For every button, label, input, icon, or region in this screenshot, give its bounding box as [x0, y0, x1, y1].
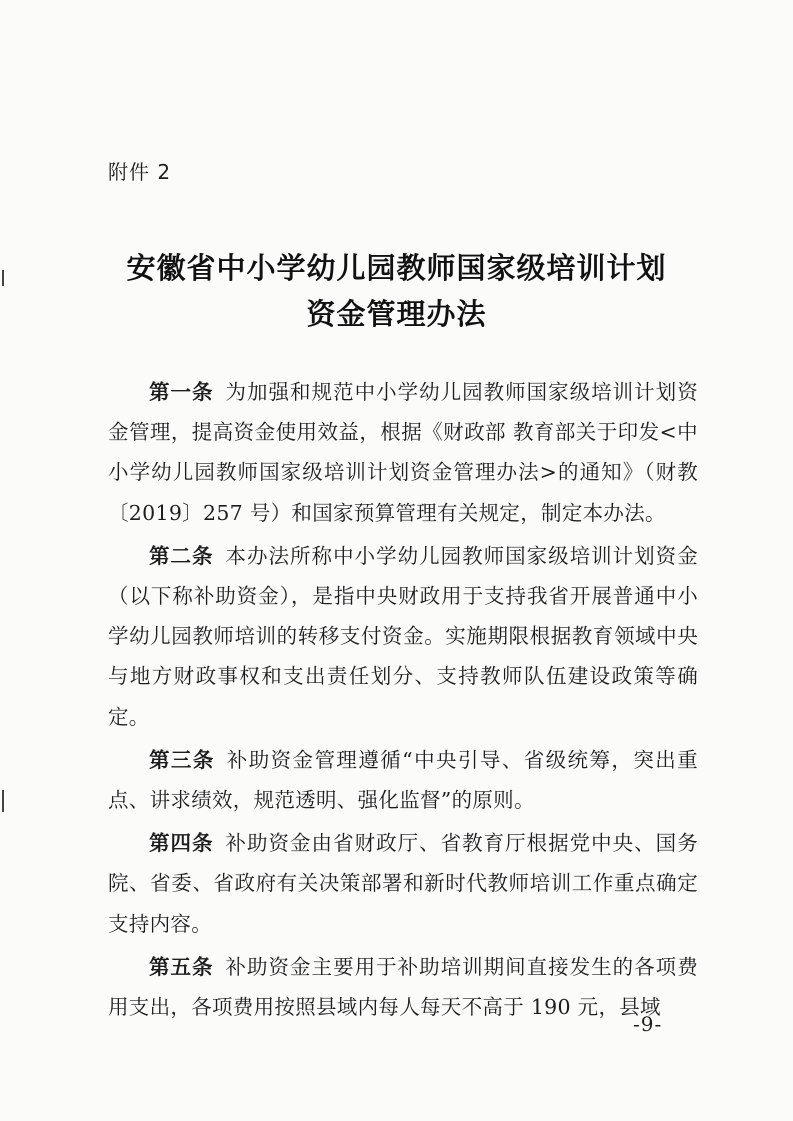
- article-text: 补助资金由省财政厅、省教育厅根据党中央、国务院、省委、省政府有关决策部署和新时代教师培训工作重点确定支持内容。: [108, 831, 698, 936]
- article-text: 补助资金主要用于补助培训期间直接发生的各项费用支出，各项费用按照县域内每人每天不高于 190 元，县域: [108, 954, 698, 1020]
- article-heading: 第二条: [149, 543, 214, 568]
- article-paragraph: [108, 740, 698, 820]
- document-title-line-1: 安徽省中小学幼儿园教师国家级培训计划: [126, 251, 667, 285]
- document-title-line-2: 资金管理办法: [306, 297, 487, 331]
- attachment-label: 附件 2: [108, 160, 172, 184]
- article-paragraph: [108, 823, 698, 944]
- article-text: 本办法所称中小学幼儿园教师国家级培训计划资金（以下称补助资金），是指中央财政用于支持我省开展普通中小学幼儿园教师培训的转移支付资金。实施期限根据教育领域中央与地方财政事权和支出责任划分、支持教师队伍建设政策等确定。: [108, 543, 698, 729]
- document-body: [108, 372, 698, 1030]
- scan-edge-mark: [2, 790, 4, 812]
- article-heading: 第一条: [149, 380, 214, 404]
- article-heading: 第五条: [149, 954, 214, 979]
- page-number: -9-: [633, 1012, 663, 1036]
- article-heading: 第四条: [149, 831, 214, 856]
- article-heading: 第三条: [149, 747, 215, 772]
- article-text: 补助资金管理遵循“中央引导、省级统筹，突出重点、讲求绩效，规范透明、强化监督”的原则。: [108, 747, 698, 813]
- article-paragraph: [108, 947, 698, 1027]
- article-text: 为加强和规范中小学幼儿园教师国家级培训计划资金管理，提高资金使用效益，根据《财政部 教育部关于印发<中小学幼儿园教师国家级培训计划资金管理办法>的通知》（财教〔2019〕257 号）和国家预算管理有关规定，制定本办法。: [108, 380, 698, 525]
- article-paragraph: [108, 536, 698, 737]
- article-paragraph: [108, 372, 698, 533]
